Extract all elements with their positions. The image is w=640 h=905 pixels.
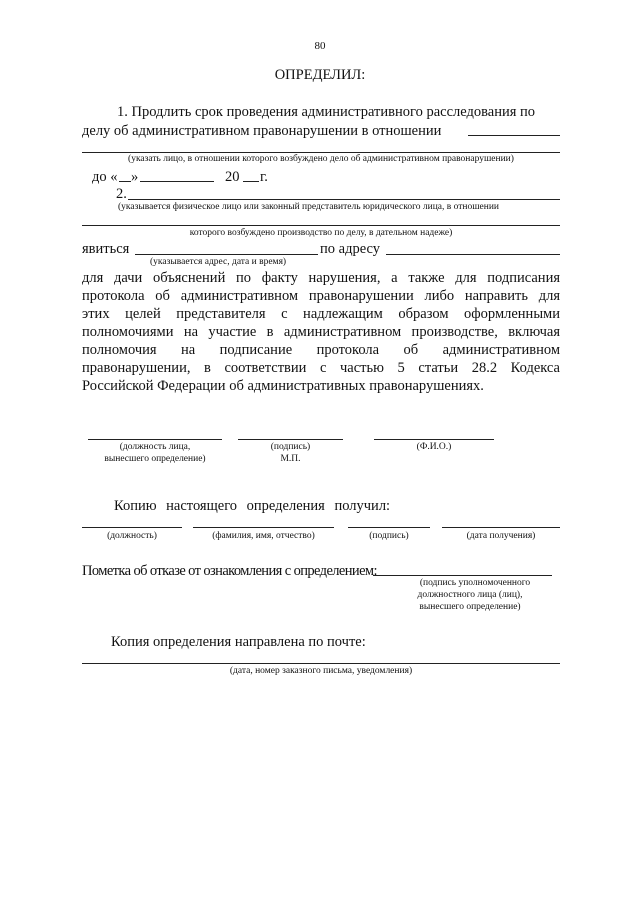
until-day-blank[interactable] <box>119 181 131 182</box>
note-mailed: (дата, номер заказного письма, уведомления) <box>229 666 413 676</box>
appear-blank[interactable] <box>135 254 318 255</box>
note-received-signature: (подпись) <box>369 531 409 541</box>
note-received-position: (должность) <box>107 531 157 541</box>
paragraph-line-1: для дачи объяснений по факту нарушения, а также для подписания <box>82 270 560 286</box>
note-item2-line1: (указывается физическое лицо или законный представитель юридического лица, в отношении <box>118 202 499 212</box>
paragraph-line-3: этих целей представителя с надлежащим образом оформленными <box>82 306 560 322</box>
address-blank[interactable] <box>386 254 560 255</box>
note-item2-line2: которого возбуждено производство по делу, в дательном надеже) <box>189 228 453 238</box>
note-position-line1: (должность лица, <box>119 442 191 452</box>
paragraph-line-5: полномочия на подписание протокола об административном <box>82 342 560 358</box>
mailed-label: Копия определения направлена по почте: <box>111 634 366 650</box>
item2-blank-line[interactable] <box>128 199 560 200</box>
fio-line[interactable] <box>374 439 494 440</box>
received-date-line[interactable] <box>442 527 560 528</box>
appear-label: явиться <box>82 241 130 257</box>
copy-received-label: Копию настоящего определения получил: <box>114 498 391 514</box>
paragraph-line-6: правонарушении, в соответствии с частью 5 статьи 28.2 Кодекса <box>82 360 560 376</box>
note-seal: М.П. <box>280 454 301 464</box>
note-fio: (Ф.И.О.) <box>416 442 452 452</box>
until-prefix: до « <box>92 169 118 185</box>
received-name-line[interactable] <box>193 527 334 528</box>
note-refusal-line2: должностного лица (лиц), <box>417 590 523 600</box>
item2-second-line[interactable] <box>82 225 560 226</box>
note-refusal-line3: вынесшего определение) <box>419 602 521 612</box>
until-year: 20 <box>225 169 240 185</box>
until-suffix: г. <box>260 169 268 185</box>
signature-line[interactable] <box>238 439 343 440</box>
refusal-signature-line[interactable] <box>373 575 552 576</box>
position-signature-line[interactable] <box>88 439 222 440</box>
until-month-blank[interactable] <box>140 181 214 182</box>
received-signature-line[interactable] <box>348 527 430 528</box>
note-signature: (подпись) <box>270 442 311 452</box>
note-received-date: (дата получения) <box>466 531 536 541</box>
until-mid: » <box>131 169 139 185</box>
note-received-name: (фамилия, имя, отчество) <box>212 531 315 541</box>
item2-number: 2. <box>116 186 127 202</box>
page-number: 80 <box>314 40 326 52</box>
refusal-label: Пометка об отказе от ознакомления с определением: <box>82 563 377 579</box>
note-address: (указывается адрес, дата и время) <box>150 257 287 267</box>
item1-line1: 1. Продлить срок проведения административного расследования по <box>117 104 536 120</box>
address-label: по адресу <box>320 241 380 257</box>
note-person: (указать лицо, в отношении которого возбуждено дело об административном правонарушении) <box>128 154 514 164</box>
note-position-line2: вынесшего определение) <box>104 454 206 464</box>
section-heading: ОПРЕДЕЛИЛ: <box>274 67 366 83</box>
paragraph-line-4: полномочиями на участие в административном производстве, включая <box>82 324 560 340</box>
until-year-blank[interactable] <box>243 181 259 182</box>
paragraph-line-2: протокола об административном правонарушении либо направить для <box>82 288 560 304</box>
received-position-line[interactable] <box>82 527 182 528</box>
paragraph-line-7: Российской Федерации об административных правонарушениях. <box>82 378 484 394</box>
person-blank-line[interactable] <box>468 135 560 136</box>
mailed-line[interactable] <box>82 663 560 664</box>
item1-line2: делу об административном правонарушении в отношении <box>82 123 442 139</box>
note-refusal-line1: (подпись уполномоченного <box>419 578 531 588</box>
